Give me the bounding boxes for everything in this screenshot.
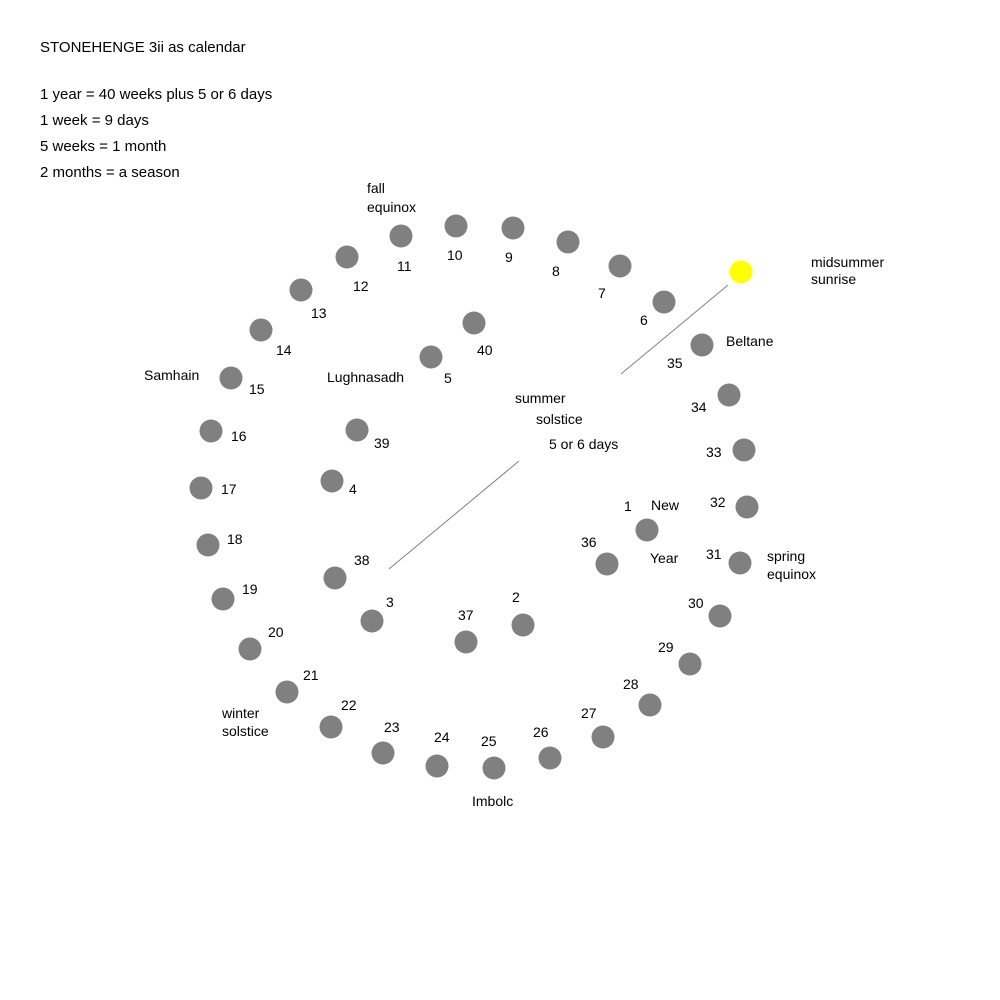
stone-number: 17 (221, 481, 237, 497)
stone-number: 27 (581, 705, 597, 721)
stone-number: 10 (447, 247, 463, 263)
stone-number: 4 (349, 481, 357, 497)
stone-27 (592, 726, 615, 749)
stone-5 (420, 346, 443, 369)
stone-number: 12 (353, 278, 369, 294)
stone-number: 28 (623, 676, 639, 692)
stone-number: 24 (434, 729, 450, 745)
stone-15 (220, 367, 243, 390)
stone-28 (639, 694, 662, 717)
stone-number: 21 (303, 667, 319, 683)
center-label: solstice (536, 411, 583, 427)
stone-number: 30 (688, 595, 704, 611)
stone-17 (190, 477, 213, 500)
stone-number: 34 (691, 399, 707, 415)
stone-12 (336, 246, 359, 269)
spring-equinox-label: equinox (767, 566, 817, 582)
stone-number: 5 (444, 370, 452, 386)
winter-solstice-label: solstice (222, 723, 269, 739)
stone-number: 16 (231, 428, 247, 444)
stone-number: 32 (710, 494, 726, 510)
stone-number: 19 (242, 581, 258, 597)
stone-29 (679, 653, 702, 676)
stone-4 (321, 470, 344, 493)
beltane-label: Beltane (726, 333, 774, 349)
stone-16 (200, 420, 223, 443)
info-line-2: 1 week = 9 days (40, 112, 149, 129)
stone-33 (733, 439, 756, 462)
samhain-label: Samhain (144, 367, 200, 383)
new-year-label: Year (650, 550, 679, 566)
stone-7 (609, 255, 632, 278)
stone-number: 9 (505, 249, 513, 265)
stone-number: 40 (477, 342, 493, 358)
spring-equinox-label: spring (767, 548, 806, 564)
stone-26 (539, 747, 562, 770)
winter-solstice-label: winter (222, 705, 260, 721)
stone-number: 3 (386, 594, 394, 610)
sun-label: sunrise (811, 271, 857, 287)
center-label: summer (515, 390, 566, 406)
stone-number: 18 (227, 531, 243, 547)
stone-36 (596, 553, 619, 576)
stone-9 (502, 217, 525, 240)
stone-25 (483, 757, 506, 780)
stone-number: 23 (384, 719, 400, 735)
stone-24 (426, 755, 449, 778)
stone-10 (445, 215, 468, 238)
stone-3 (361, 610, 384, 633)
stone-35 (691, 334, 714, 357)
lughnasadh-label: Lughnasadh (327, 369, 405, 385)
stone-32 (736, 496, 759, 519)
stone-13 (290, 279, 313, 302)
stone-2 (512, 614, 535, 637)
midsummer-sun (730, 261, 753, 284)
info-line-1: 1 year = 40 weeks plus 5 or 6 days (40, 86, 273, 103)
stone-number: 37 (458, 607, 474, 623)
info-line-4: 2 months = a season (40, 164, 180, 181)
stone-number: 36 (581, 534, 597, 550)
stone-8 (557, 231, 580, 254)
center-label: 5 or 6 days (549, 436, 619, 452)
stone-number: 15 (249, 381, 265, 397)
stone-number: 26 (533, 724, 549, 740)
stone-34 (718, 384, 741, 407)
stone-number: 13 (311, 305, 327, 321)
stone-38 (324, 567, 347, 590)
stone-number: 14 (276, 342, 292, 358)
stone-20 (239, 638, 262, 661)
stone-40 (463, 312, 486, 335)
info-line-3: 5 weeks = 1 month (40, 138, 167, 155)
sun-label: midsummer (811, 254, 885, 270)
imbolc-label: Imbolc (472, 793, 514, 809)
stone-14 (250, 319, 273, 342)
sunrise-line-lower (389, 461, 519, 569)
stone-6 (653, 291, 676, 314)
stone-number: 6 (640, 312, 648, 328)
fall-equinox-label: fall (367, 180, 385, 196)
stone-39 (346, 419, 369, 442)
stone-number: 39 (374, 435, 390, 451)
stone-number: 33 (706, 444, 722, 460)
stone-30 (709, 605, 732, 628)
stone-1 (636, 519, 659, 542)
stone-22 (320, 716, 343, 739)
inner-ring (321, 312, 659, 654)
stone-number: 2 (512, 589, 520, 605)
stone-19 (212, 588, 235, 611)
stone-number: 29 (658, 639, 674, 655)
diagram-title: STONEHENGE 3ii as calendar (40, 39, 246, 56)
stone-23 (372, 742, 395, 765)
stone-number: 35 (667, 355, 683, 371)
fall-equinox-label: equinox (367, 199, 417, 215)
stone-number: 20 (268, 624, 284, 640)
stone-number: 38 (354, 552, 370, 568)
stone-31 (729, 552, 752, 575)
stone-number: 22 (341, 697, 357, 713)
stone-18 (197, 534, 220, 557)
stone-number: 31 (706, 546, 722, 562)
stone-number: 1 (624, 498, 632, 514)
stone-number: 8 (552, 263, 560, 279)
stone-37 (455, 631, 478, 654)
stone-11 (390, 225, 413, 248)
stone-21 (276, 681, 299, 704)
new-year-label: New (651, 497, 680, 513)
stone-number: 11 (397, 258, 412, 274)
stone-number: 25 (481, 733, 497, 749)
stone-number: 7 (598, 285, 606, 301)
